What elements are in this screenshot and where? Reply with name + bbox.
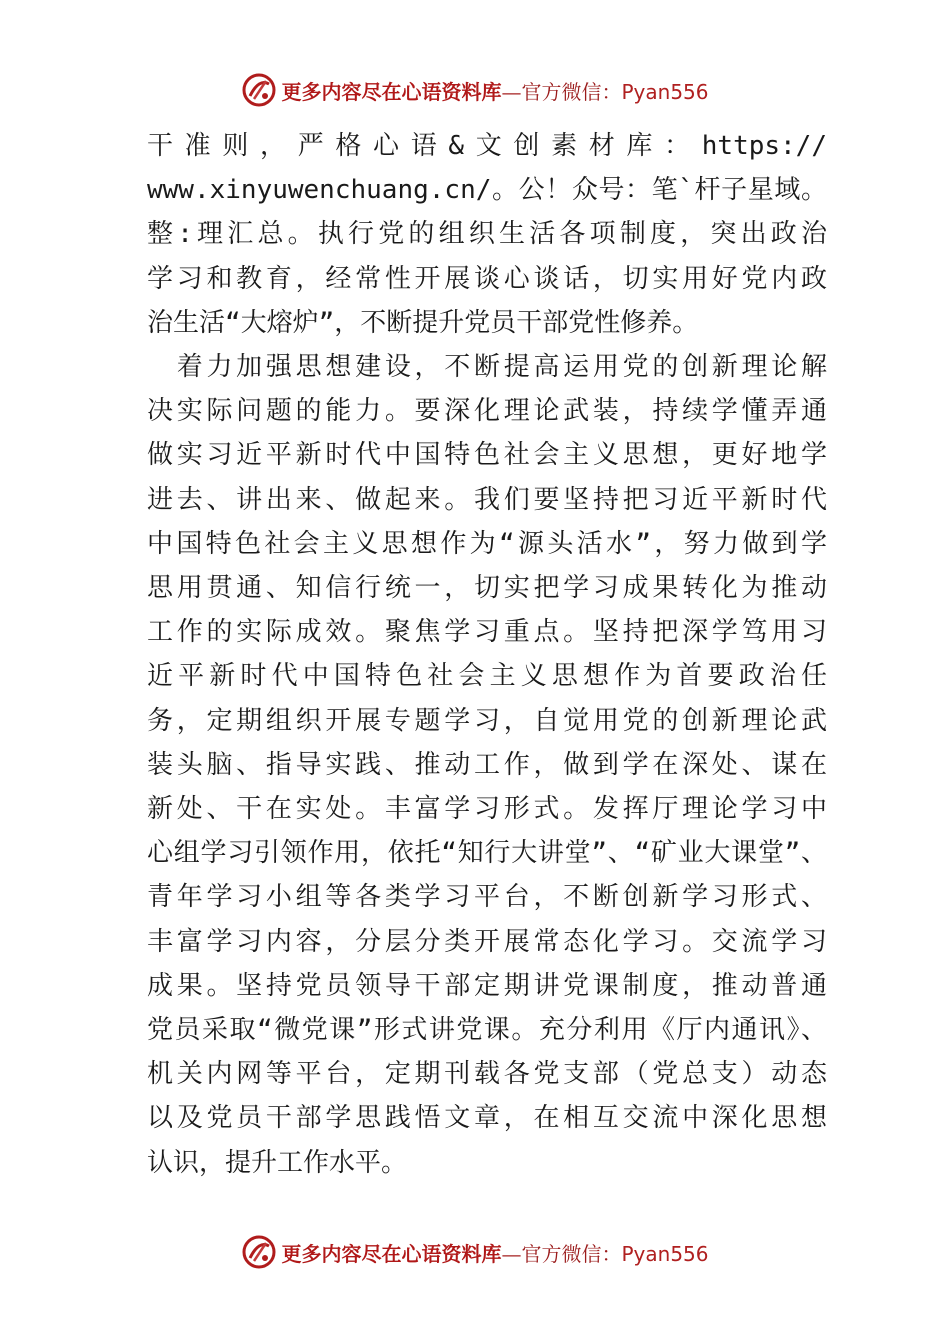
seal-logo-icon xyxy=(241,1234,277,1270)
banner-wechat-label: 官方微信： xyxy=(521,1241,622,1266)
text-line: 党员采取“微党课”形式讲党课。充分利用《厅内通讯》、 xyxy=(147,1015,827,1046)
footer-banner xyxy=(0,1232,950,1272)
text-line: 整:理汇总。执行党的组织生活各项制度，突出政治 xyxy=(147,219,827,250)
text-line: 新处、干在实处。丰富学习形式。发挥厅理论学习中 xyxy=(147,794,827,825)
text-line: 思用贯通、知信行统一，切实把学习成果转化为推动 xyxy=(147,573,827,604)
banner-wechat-id: Pyan556 xyxy=(621,79,709,104)
text-line: www.xinyuwenchuang.cn/。公！众号：笔`杆子星域。 xyxy=(147,175,827,206)
text-line: 进去、讲出来、做起来。我们要坚持把习近平新时代 xyxy=(147,484,827,515)
text-line: 装头脑、指导实践、推动工作，做到学在深处、谋在 xyxy=(147,749,827,780)
text-line: 近平新时代中国特色社会主义思想作为首要政治任 xyxy=(147,661,827,692)
text-line: 成果。坚持党员领导干部定期讲党课制度，推动普通 xyxy=(147,970,827,1001)
text-line: 中国特色社会主义思想作为“源头活水”，努力做到学 xyxy=(147,528,827,559)
seal-logo-icon xyxy=(241,72,277,108)
text-line: 做实习近平新时代中国特色社会主义思想，更好地学 xyxy=(147,440,827,471)
banner-wechat-id: Pyan556 xyxy=(621,1241,709,1266)
text-line: 工作的实际成效。聚焦学习重点。坚持把深学笃用习 xyxy=(147,617,827,648)
text-line: 丰富学习内容，分层分类开展常态化学习。交流学习 xyxy=(147,926,827,957)
text-line: 以及党员干部学思践悟文章，在相互交流中深化思想 xyxy=(147,1103,827,1134)
banner-wechat-label: 官方微信： xyxy=(521,79,622,104)
text-line: 青年学习小组等各类学习平台，不断创新学习形式、 xyxy=(147,882,827,913)
text-line: 着力加强思想建设，不断提高运用党的创新理论解 xyxy=(147,352,827,383)
paragraph-1 xyxy=(147,124,827,345)
text-line: 干准则，严格心语&文创素材库：https:// xyxy=(147,131,827,161)
document-body xyxy=(147,124,827,1185)
text-line: 学习和教育，经常性开展谈心谈话，切实用好党内政 xyxy=(147,263,827,294)
banner-main-text: 更多内容尽在心语资料库 xyxy=(281,79,502,104)
paragraph-2 xyxy=(147,345,827,1185)
text-line: 机关内网等平台，定期刊载各党支部（党总支）动态 xyxy=(147,1059,827,1090)
banner-separator: — xyxy=(501,79,522,104)
text-line: 治生活“大熔炉”，不断提升党员干部党性修养。 xyxy=(147,307,699,338)
footer-banner-text xyxy=(281,1238,708,1267)
header-banner xyxy=(0,70,950,110)
banner-main-text: 更多内容尽在心语资料库 xyxy=(281,1241,502,1266)
text-line: 决实际问题的能力。要深化理论武装，持续学懂弄通 xyxy=(147,396,827,427)
text-line: 认识，提升工作水平。 xyxy=(147,1147,408,1178)
text-line: 心组学习引领作用，依托“知行大讲堂”、“矿业大课堂”、 xyxy=(147,838,827,869)
banner-separator: — xyxy=(501,1241,522,1266)
text-line: 务，定期组织开展专题学习，自觉用党的创新理论武 xyxy=(147,705,827,736)
header-banner-text xyxy=(281,76,708,105)
